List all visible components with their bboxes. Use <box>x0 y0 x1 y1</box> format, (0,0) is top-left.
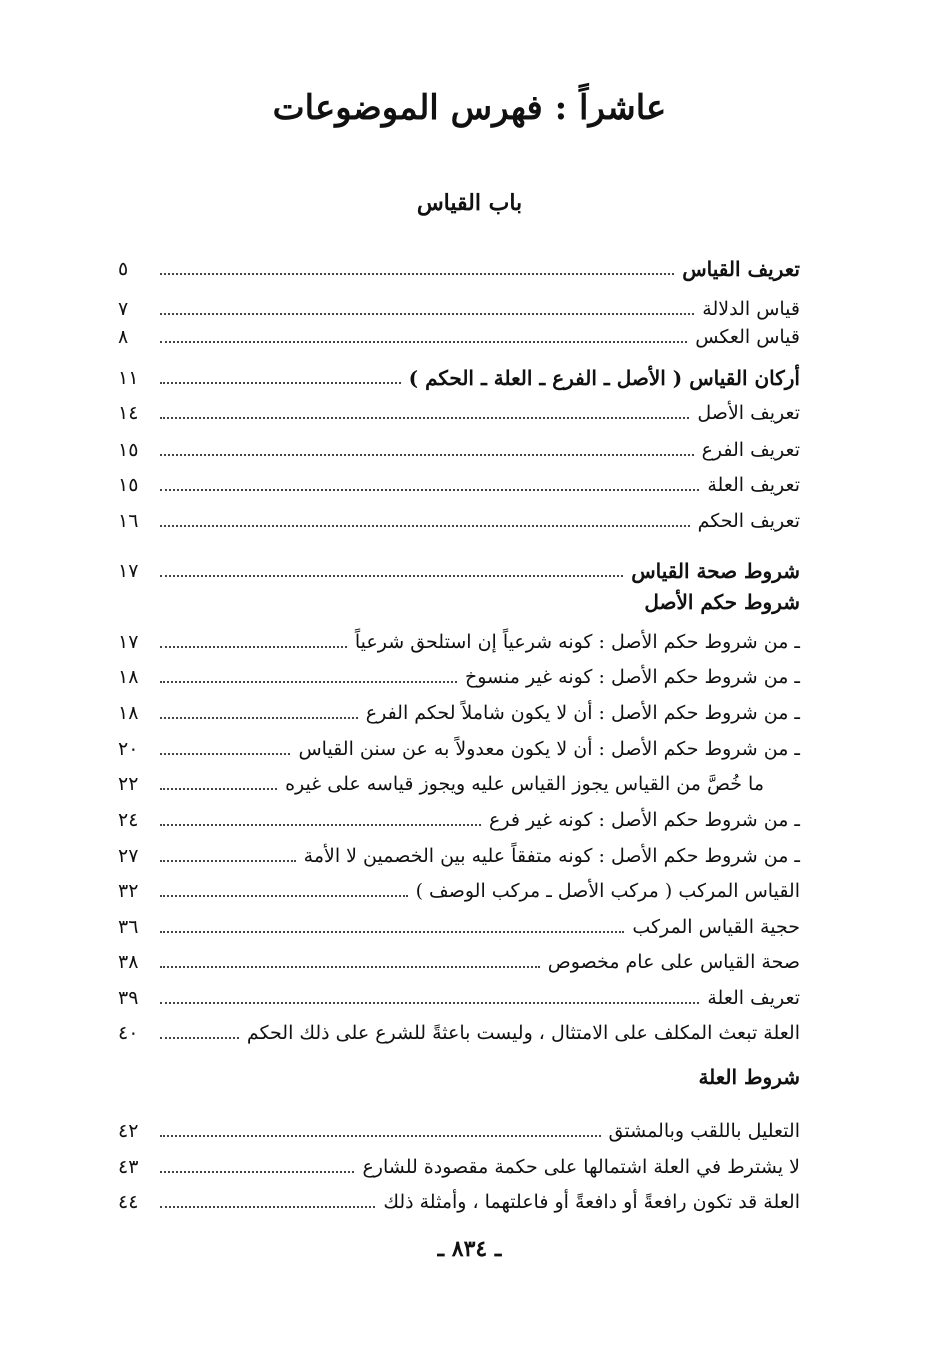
toc-entry <box>118 906 800 940</box>
dot-leader <box>160 575 623 577</box>
toc-entry <box>118 550 800 584</box>
dot-leader <box>160 646 347 648</box>
toc-entry-label: تعريف الحكم <box>697 510 800 532</box>
dot-leader <box>160 1002 699 1004</box>
toc-entry-page: ٢٤ <box>118 809 139 831</box>
toc-entry-page: ٨ <box>118 326 129 348</box>
dot-leader <box>160 1206 375 1208</box>
toc-entry-page: ٣٩ <box>118 987 139 1009</box>
dot-leader <box>160 824 481 826</box>
toc-entry-label: ـ من شروط حكم الأصل : أن لا يكون شاملاً لحكم الفرع <box>365 702 800 724</box>
toc-entry <box>118 728 800 762</box>
toc-entry-label: ـ من شروط حكم الأصل : كونه غير فرع <box>489 809 800 831</box>
toc-entry-label: تعريف الأصل <box>697 402 800 424</box>
toc-entry-label: ـ من شروط حكم الأصل : كونه غير منسوخ <box>464 666 800 688</box>
dot-leader <box>160 417 689 419</box>
toc-entry-page: ١٦ <box>118 510 139 532</box>
toc-entry <box>118 1110 800 1144</box>
toc-entry-page: ٢٧ <box>118 845 139 867</box>
toc-entry <box>118 392 800 426</box>
dot-leader <box>160 931 624 933</box>
dot-leader <box>160 382 401 384</box>
dot-leader <box>160 717 358 719</box>
toc-entry <box>118 870 800 904</box>
toc-entry-label: تعريف القياس <box>682 257 800 281</box>
toc-entry-label: تعريف العلة <box>707 474 800 496</box>
toc-entry <box>118 500 800 534</box>
toc-entry-label: قياس العكس <box>695 326 800 348</box>
toc-entry-page: ١٤ <box>118 402 139 424</box>
toc-entry <box>118 1181 800 1215</box>
toc-entry-page: ١٨ <box>118 702 139 724</box>
page-number: ـ ٨٣٤ ـ <box>437 1236 502 1262</box>
toc-entry-page: ١٥ <box>118 474 139 496</box>
dot-leader <box>160 525 690 527</box>
toc-entry <box>118 763 800 797</box>
toc-entry <box>118 357 800 391</box>
toc-entry-label: القياس المركب ( مركب الأصل ـ مركب الوصف ) <box>415 880 800 902</box>
toc-entry <box>118 1012 800 1046</box>
dot-leader <box>160 1135 601 1137</box>
toc-entry-page: ٤٣ <box>118 1156 139 1178</box>
toc-entry-label: العلة قد تكون رافعةً أو دافعةً أو فاعلتهما ، وأمثلة ذلك <box>383 1191 800 1213</box>
toc-entry-label: لا يشترط في العلة اشتمالها على حكمة مقصودة للشارع <box>362 1156 800 1178</box>
subsection-heading: شروط العلة <box>698 1065 800 1089</box>
toc-entry-label: ـ من شروط حكم الأصل : كونه متفقاً عليه بين الخصمين لا الأمة <box>303 845 800 867</box>
dot-leader <box>160 1037 239 1039</box>
toc-entry-page: ٣٦ <box>118 916 139 938</box>
toc-entry <box>118 692 800 726</box>
dot-leader <box>160 313 694 315</box>
dot-leader <box>160 681 457 683</box>
dot-leader <box>160 788 277 790</box>
dot-leader <box>160 341 687 343</box>
toc-entry-page: ١٧ <box>118 631 139 653</box>
dot-leader <box>160 966 540 968</box>
toc-entry-page: ٣٢ <box>118 880 139 902</box>
toc-entry-page: ٧ <box>118 298 129 320</box>
dot-leader <box>160 753 290 755</box>
section-title: باب القياس <box>416 190 523 216</box>
dot-leader <box>160 1171 354 1173</box>
toc-entry <box>118 1146 800 1180</box>
toc-entry <box>118 248 800 282</box>
toc-entry-page: ٣٨ <box>118 951 139 973</box>
toc-entry-page: ١١ <box>118 367 139 389</box>
toc-entry-label: تعريف العلة <box>707 987 800 1009</box>
subsection-heading: شروط حكم الأصل <box>644 590 800 614</box>
dot-leader <box>160 860 296 862</box>
toc-entry <box>118 429 800 463</box>
toc-entry-label: حجية القياس المركب <box>632 916 800 938</box>
toc-entry-label: ما خُصَّ من القياس يجوز القياس عليه ويجوز قياسه على غيره <box>285 773 764 795</box>
toc-entry-label: تعريف الفرع <box>701 439 800 461</box>
toc-entry-label: شروط صحة القياس <box>631 559 800 583</box>
dot-leader <box>160 489 699 491</box>
page-title: عاشراً : فهرس الموضوعات <box>272 88 667 128</box>
dot-leader <box>160 454 694 456</box>
toc-entry <box>118 316 800 350</box>
toc-entry-label: العلة تبعث المكلف على الامتثال ، وليست باعثةً للشرع على ذلك الحكم <box>246 1022 800 1044</box>
toc-entry-label: أركان القياس ( الأصل ـ الفرع ـ العلة ـ الحكم ) <box>408 366 800 390</box>
toc-entry-page: ١٥ <box>118 439 139 461</box>
toc-entry <box>118 656 800 690</box>
toc-entry <box>118 464 800 498</box>
dot-leader <box>160 273 674 275</box>
toc-entry-label: ـ من شروط حكم الأصل : كونه شرعياً إن استلحق شرعياً <box>354 631 800 653</box>
toc-entry-page: ١٨ <box>118 666 139 688</box>
toc-entry <box>118 977 800 1011</box>
toc-entry <box>118 799 800 833</box>
toc-entry-page: ٢٠ <box>118 738 139 760</box>
toc-entry-page: ٤٤ <box>118 1191 139 1213</box>
toc-entry-label: التعليل باللقب وبالمشتق <box>608 1120 800 1142</box>
toc-entry <box>118 941 800 975</box>
toc-entry-label: صحة القياس على عام مخصوص <box>547 951 800 973</box>
toc-entry-label: قياس الدلالة <box>702 298 800 320</box>
toc-entry-page: ١٧ <box>118 560 139 582</box>
dot-leader <box>160 895 408 897</box>
toc-entry-label: ـ من شروط حكم الأصل : أن لا يكون معدولاً به عن سنن القياس <box>298 738 800 760</box>
toc-entry-page: ٤٠ <box>118 1022 139 1044</box>
toc-entry-page: ٥ <box>118 258 129 280</box>
toc-entry <box>118 621 800 655</box>
toc-entry <box>118 835 800 869</box>
toc-entry-page: ٤٢ <box>118 1120 139 1142</box>
toc-entry-page: ٢٢ <box>118 773 139 795</box>
